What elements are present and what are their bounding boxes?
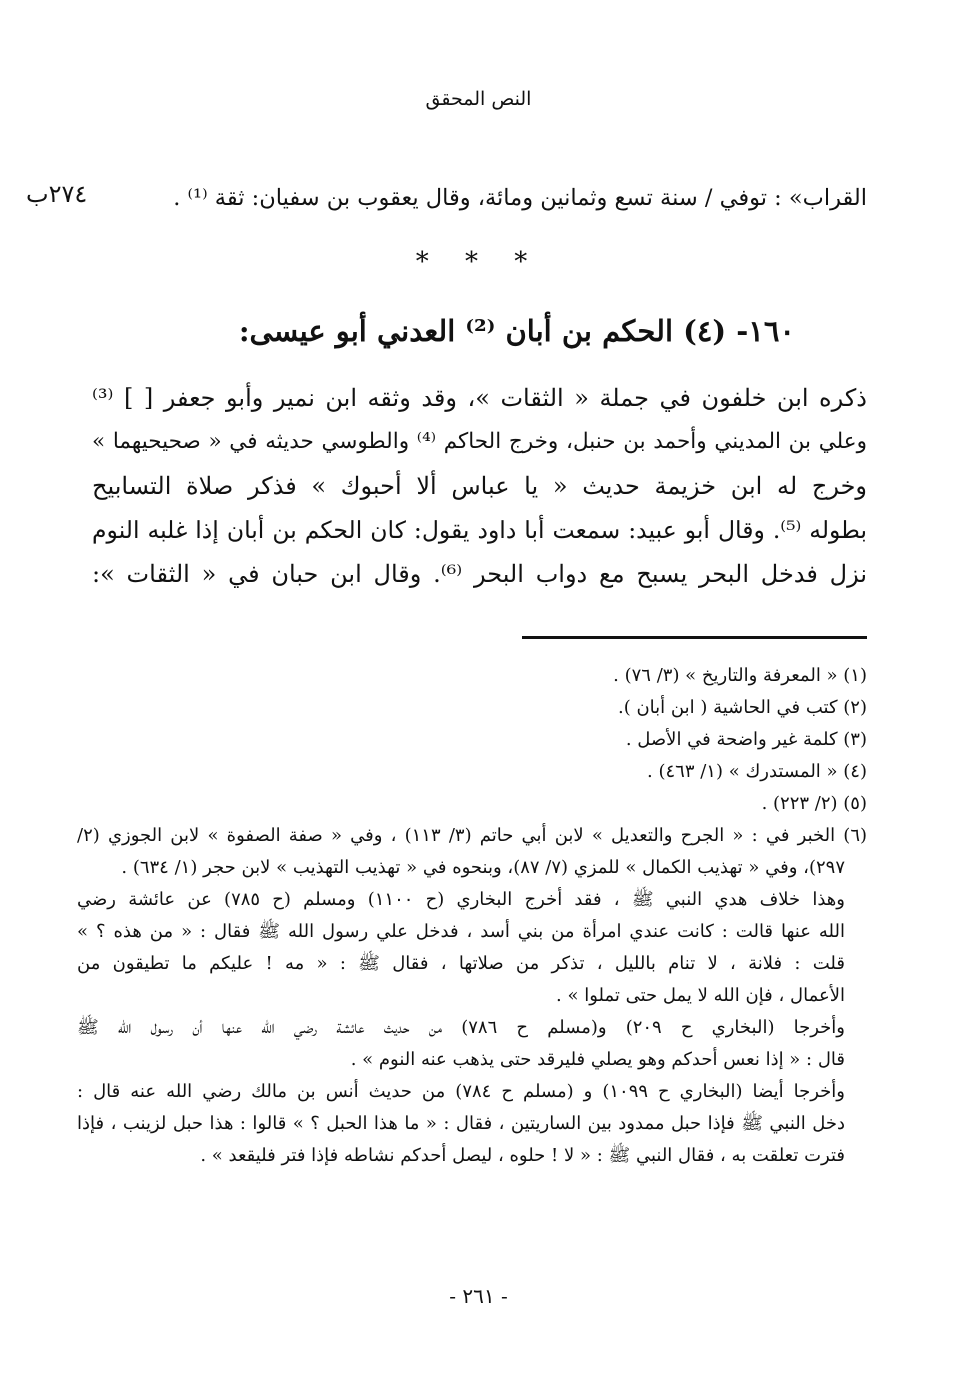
body-line: بطوله ⁽⁵⁾. وقال أبو عبيد: سمعت أبا داود يقول: كان الحكم بن أبان إذا غلبه النوم (92, 516, 867, 544)
footnote-line: (٦) الخبر في : « الجرح والتعديل » لابن أبي حاتم (٣/ ١١٣) ، وفي « صفة الصفوة » لابن الجوزي (٢/ (77, 825, 868, 846)
footnote-line: وأخرجا أيضا (البخاري ح ١٠٩٩) و (مسلم ح ٧٨٤) من حديث أنس بن مالك رضي الله عنه قال : (77, 1081, 845, 1102)
footnote-line: (١) « المعرفة والتاريخ » (٣/ ٧٦) . (613, 665, 867, 686)
footnote-rule (522, 636, 867, 639)
footnote-line: دخل النبي ﷺ فإذا حبل ممدود بين الساريتين ، فقال : « ما هذا الحبل ؟ » قالوا : هذا حبل لزينب ، فإذا (77, 1113, 845, 1134)
page-number: - ٢٦١ - (449, 1284, 508, 1308)
footnote-line: (٥) (٢/ ٢٢٣) . (761, 793, 867, 814)
footnote-line: فترت تعلقت به ، فقال النبي ﷺ : « لا ! حلوه ، ليصل أحدكم نشاطه فإذا فتر فليقعد » . (200, 1145, 845, 1166)
body-line: وخرج له ابن خزيمة حديث « يا عباس ألا أحبوك » فذكر صلاة التسابيح (92, 472, 867, 500)
running-head: النص المحقق (425, 88, 532, 110)
body-line: ذكره ابن خلفون في جملة « الثقات »، وقد وثقه ابن نمير وأبو جعفر [ ] ⁽³⁾ (92, 384, 867, 412)
body-line: نزل فدخل البحر يسبح مع دواب البحر ⁽⁶⁾. وقال ابن حبان في « الثقات »: (92, 560, 867, 588)
section-separator: * * * (415, 247, 542, 277)
body-paragraph (92, 376, 867, 596)
footnote-line: قال : « إذا نعس أحدكم وهو يصلي فليرقد حتى يذهب عنه النوم » . (350, 1049, 845, 1070)
margin-folio-note: ٢٧٤ب (26, 180, 88, 208)
footnote-line: وهذا خلاف هدي النبي ﷺ ، فقد أخرج البخاري (ح ١١٠٠) ومسلم (ح ٧٨٥) عن عائشة رضي (77, 889, 845, 910)
body-line: وعلي بن المديني وأحمد بن حنبل، وخرج الحاكم ⁽⁴⁾ والطوسي حديثه في « صحيحيهما » (92, 429, 867, 454)
footnote-line: الله عنها قالت : كانت عندي امرأة من بني أسد ، فدخل علي رسول الله ﷺ فقال : « من هذه ؟ » (77, 921, 845, 942)
footnote-line: (٢) كتب في الحاشية ( ابن أبان ). (617, 697, 867, 718)
entry-heading: ١٦٠- (٤) الحكم بن أبان ⁽²⁾ العدني أبو عيسى: (238, 314, 795, 348)
footnote-line: وأخرجا (البخاري ح ٢٠٩) و(مسلم ح ٧٨٦) من حديث عائشة رضي الله عنها أن رسول الله ﷺ (77, 1017, 845, 1038)
footnote-line: (٣) كلمة غير واضحة في الأصل . (625, 729, 867, 750)
footnotes (77, 660, 867, 1172)
continuation-line: القراب» : توفي / سنة تسع وثمانين ومائة، وقال يعقوب بن سفيان: ثقة ⁽¹⁾ . (173, 185, 867, 211)
footnote-line: ٢٩٧)، وفي « تهذيب الكمال » للمزي (٧/ ٨٧)، وبنحوه في « تهذيب التهذيب » لابن حجر (١/ ٦٣٤) . (121, 857, 845, 878)
footnote-line: قلت : فلانة ، لا تنام بالليل ، تذكر من صلاتها ، فقال ﷺ : « مه ! عليكم ما تطيقون من (77, 953, 845, 974)
footnote-line: (٤) « المستدرك » (١/ ٤٦٣) . (647, 761, 867, 782)
footnote-line: الأعمال ، فإن الله لا يمل حتى تملوا » . (556, 985, 845, 1006)
